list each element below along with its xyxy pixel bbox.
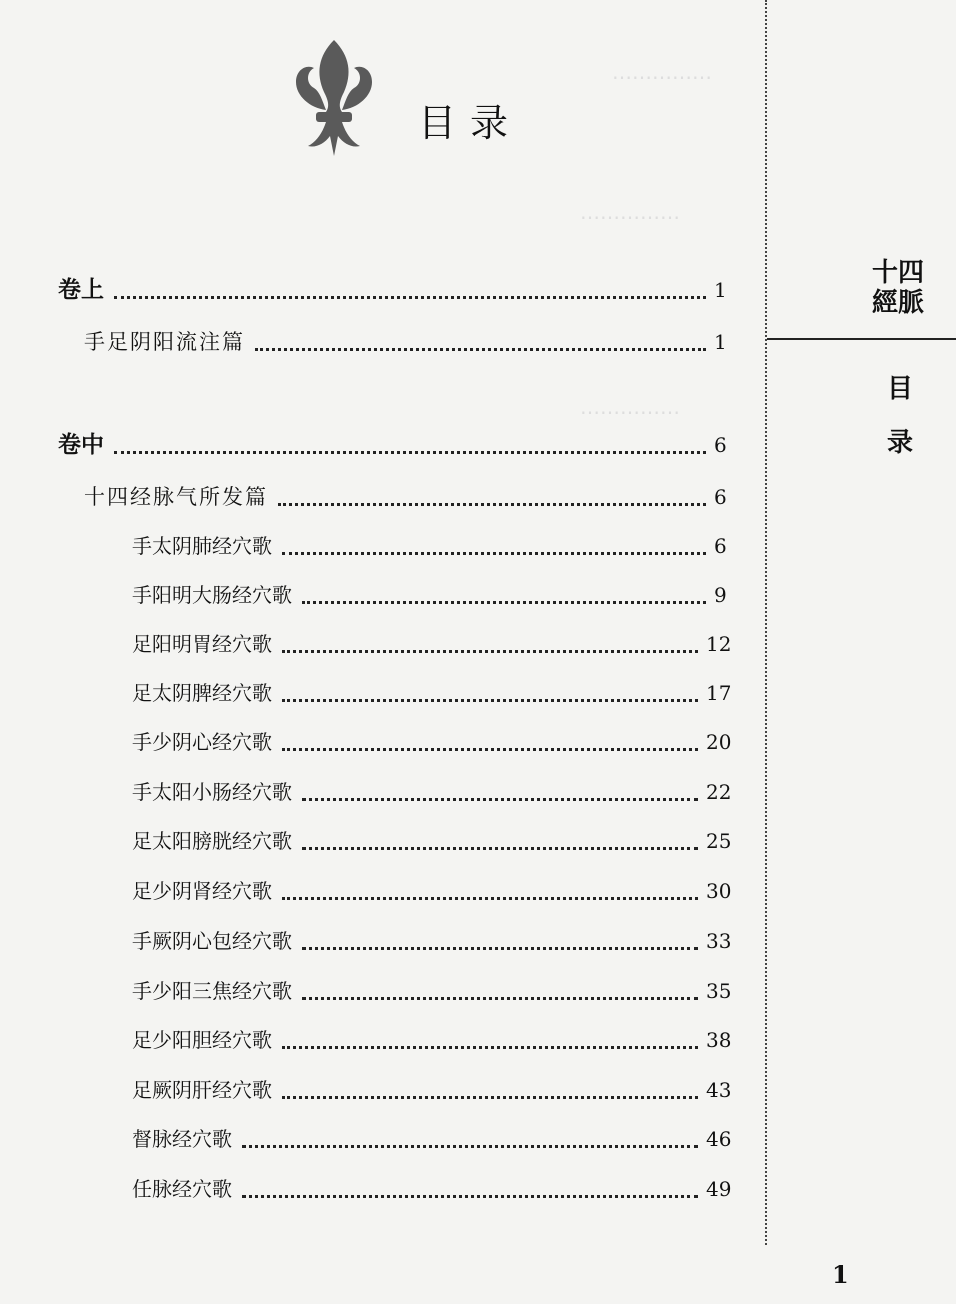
toc-entry-label: 手太阴肺经穴歌 — [132, 534, 272, 558]
book-logo-top: 十四 — [871, 258, 924, 288]
toc-entry[interactable] — [0, 477, 760, 517]
toc-leader-dots — [255, 348, 706, 351]
toc-entry-label: 足太阳膀胱经穴歌 — [132, 829, 292, 853]
toc-leader-dots — [302, 798, 698, 801]
toc-entry[interactable] — [0, 575, 760, 615]
toc-entry[interactable] — [0, 624, 760, 664]
toc-leader-dots — [282, 552, 706, 555]
toc-entry-page: 20 — [706, 730, 732, 754]
toc-leader-dots — [282, 699, 698, 702]
toc-entry[interactable] — [0, 1169, 760, 1209]
toc-entry-page: 17 — [706, 681, 732, 705]
toc-entry[interactable] — [0, 871, 760, 911]
book-logo-bottom: 經脈 — [871, 288, 924, 318]
toc-entry[interactable] — [0, 971, 760, 1011]
toc-leader-dots — [114, 451, 706, 454]
bleed-through-mark: …………… — [612, 60, 712, 84]
toc-entry-page: 43 — [706, 1078, 732, 1102]
toc-leader-dots — [302, 997, 698, 1000]
toc-entry-page: 1 — [714, 278, 727, 302]
toc-entry[interactable] — [0, 322, 760, 362]
side-rule — [767, 338, 956, 340]
toc-leader-dots — [242, 1145, 698, 1148]
toc-entry-page: 9 — [714, 583, 727, 607]
toc-entry-page: 6 — [714, 433, 727, 457]
toc-entry-page: 46 — [706, 1127, 732, 1151]
toc-entry[interactable] — [0, 921, 760, 961]
toc-leader-dots — [282, 1046, 698, 1049]
toc-entry[interactable] — [0, 526, 760, 566]
toc-entry-label: 手阳明大肠经穴歌 — [132, 583, 292, 607]
toc-entry[interactable] — [0, 1020, 760, 1060]
toc-entry-label: 手少阴心经穴歌 — [132, 730, 272, 754]
toc-entry-label: 足太阴脾经穴歌 — [132, 681, 272, 705]
toc-entry-page: 38 — [706, 1028, 732, 1052]
toc-entry-page: 1 — [714, 330, 727, 354]
toc-entry-page: 33 — [706, 929, 732, 953]
toc-leader-dots — [282, 748, 698, 751]
toc-leader-dots — [302, 601, 706, 604]
toc-leader-dots — [242, 1195, 698, 1198]
bleed-through-mark: …………… — [580, 395, 680, 419]
toc-entry-label: 足阳明胃经穴歌 — [132, 632, 272, 656]
toc-entry-page: 22 — [706, 780, 732, 804]
toc-entry-page: 25 — [706, 829, 732, 853]
toc-entry-page: 6 — [714, 485, 727, 509]
margin-divider — [765, 0, 767, 1245]
toc-entry-label: 卷中 — [58, 432, 104, 458]
toc-entry-label: 督脉经穴歌 — [132, 1127, 232, 1151]
toc-entry-label: 任脉经穴歌 — [132, 1177, 232, 1201]
toc-leader-dots — [302, 947, 698, 950]
toc-leader-dots — [302, 847, 698, 850]
toc-entry[interactable] — [0, 673, 760, 713]
toc-entry-label: 足少阴肾经穴歌 — [132, 879, 272, 903]
toc-entry[interactable] — [0, 270, 760, 310]
side-section-title: 目录 — [886, 374, 913, 458]
toc-leader-dots — [114, 296, 706, 299]
book-logo — [852, 258, 944, 324]
toc-entry-page: 30 — [706, 879, 732, 903]
toc-entry-label: 手太阳小肠经穴歌 — [132, 780, 292, 804]
toc-leader-dots — [282, 1096, 698, 1099]
toc-entry-page: 12 — [706, 632, 732, 656]
toc-entry-page: 35 — [706, 979, 732, 1003]
fleur-de-lis-icon — [286, 38, 382, 158]
bleed-through-mark: …………… — [580, 200, 680, 224]
toc-entry-label: 十四经脉气所发篇 — [84, 485, 268, 509]
toc-leader-dots — [278, 503, 706, 506]
toc-entry[interactable] — [0, 821, 760, 861]
toc-leader-dots — [282, 650, 698, 653]
toc-entry-label: 手少阳三焦经穴歌 — [132, 979, 292, 1003]
toc-entry[interactable] — [0, 1070, 760, 1110]
toc-entry[interactable] — [0, 772, 760, 812]
toc-entry-label: 足少阳胆经穴歌 — [132, 1028, 272, 1052]
toc-entry-page: 6 — [714, 534, 727, 558]
page-title: 目录 — [418, 101, 523, 145]
toc-entry-label: 手厥阴心包经穴歌 — [132, 929, 292, 953]
toc-entry-label: 足厥阴肝经穴歌 — [132, 1078, 272, 1102]
toc-entry[interactable] — [0, 425, 760, 465]
page-number: 1 — [832, 1260, 849, 1289]
toc-entry[interactable] — [0, 1119, 760, 1159]
toc-entry[interactable] — [0, 722, 760, 762]
toc-entry-label: 卷上 — [58, 277, 104, 303]
toc-entry-label: 手足阴阳流注篇 — [84, 330, 245, 354]
toc-leader-dots — [282, 897, 698, 900]
toc-entry-page: 49 — [706, 1177, 732, 1201]
